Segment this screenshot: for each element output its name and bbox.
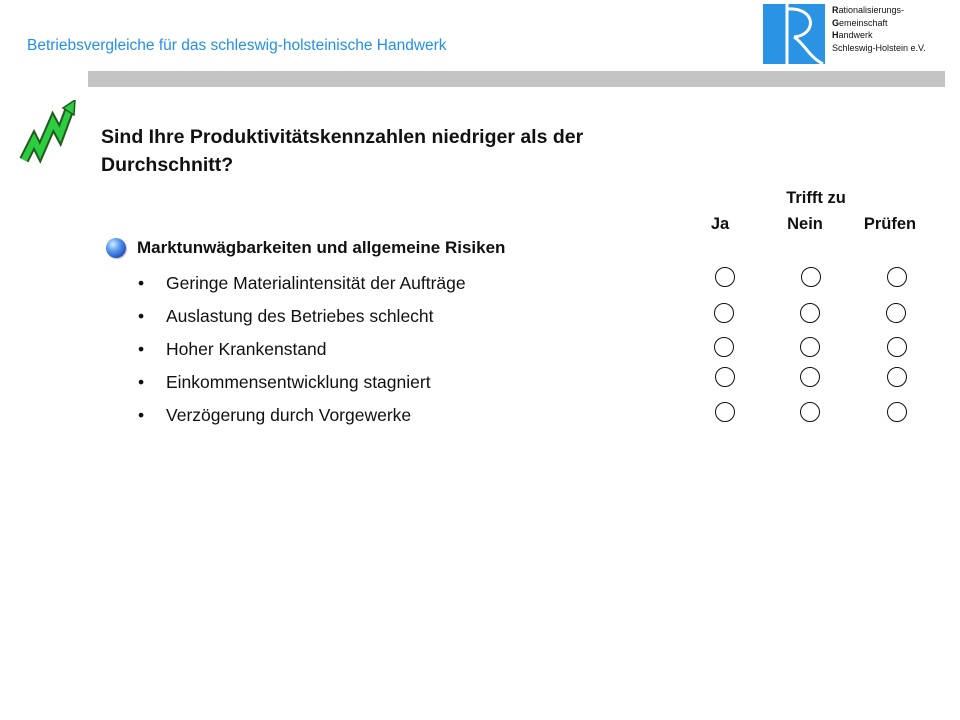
answer-option-label-nein: Nein [787,215,823,233]
header-divider-bar [88,71,945,87]
answer-circle-ja [714,303,734,323]
list-item [134,403,411,427]
answer-circle-nein [800,303,820,323]
page-title-line: Durchschnitt? [101,154,234,176]
answer-circle-pruefen [887,367,907,387]
answer-circle-pruefen [887,267,907,287]
answer-circle-nein [801,267,821,287]
answer-circle-ja [715,267,735,287]
answer-circle-pruefen [887,337,907,357]
logo-text [832,4,926,54]
header-title: Betriebsvergleiche für das schleswig-holsteinische Handwerk [27,37,447,54]
logo-line-rest: Schleswig-Holstein e.V. [832,42,926,53]
logo-line-rest: emeinschaft [839,17,888,28]
page-title-line: Sind Ihre Produktivitätskennzahlen niedriger als der [101,126,584,148]
logo-line-rest: andwerk [838,30,873,40]
list-item-text: Verzögerung durch Vorgewerke [166,405,412,425]
list-item [134,370,431,394]
answer-circle-pruefen [886,303,906,323]
list-item-text: Hoher Krankenstand [166,339,327,359]
answer-group-label: Trifft zu [786,189,846,207]
bullet-glyph: • [138,273,145,293]
bullet-glyph: • [138,306,145,326]
logo-line [832,4,926,17]
bullet-glyph: • [138,372,145,392]
logo-line-rest: ationalisierungs- [838,5,905,15]
answer-circle-nein [800,402,820,422]
blue-ball-bullet-icon [106,238,126,258]
bullet-glyph: • [138,339,145,359]
answer-option-label-pruefen: Prüfen [863,215,917,233]
list-item [134,337,327,361]
page-title [101,123,583,179]
list-item [134,304,434,328]
bullet-glyph: • [138,405,145,425]
list-item-text: Geringe Materialintensität der Aufträge [166,273,466,293]
answer-circle-ja [714,337,734,357]
section-heading: Marktunwägbarkeiten und allgemeine Risiken [137,238,506,257]
rising-zigzag-arrow-icon [18,100,78,168]
answer-circle-pruefen [887,402,907,422]
logo-r-icon [763,4,825,64]
answer-circle-nein [800,367,820,387]
answer-circle-ja [715,367,735,387]
list-item-text: Einkommensentwicklung stagniert [166,372,431,392]
answer-circle-nein [800,337,820,357]
logo-line [832,42,926,55]
logo-line-initial: R [832,5,839,15]
answer-circle-ja [715,402,735,422]
logo-mark [763,4,825,64]
answer-option-label-ja: Ja [710,215,730,233]
logo-line-initial: G [832,17,840,28]
logo-line [832,17,926,30]
list-item [134,271,466,295]
logo-line-initial: H [832,30,839,40]
logo-line [832,29,926,42]
list-item-text: Auslastung des Betriebes schlecht [166,306,434,326]
